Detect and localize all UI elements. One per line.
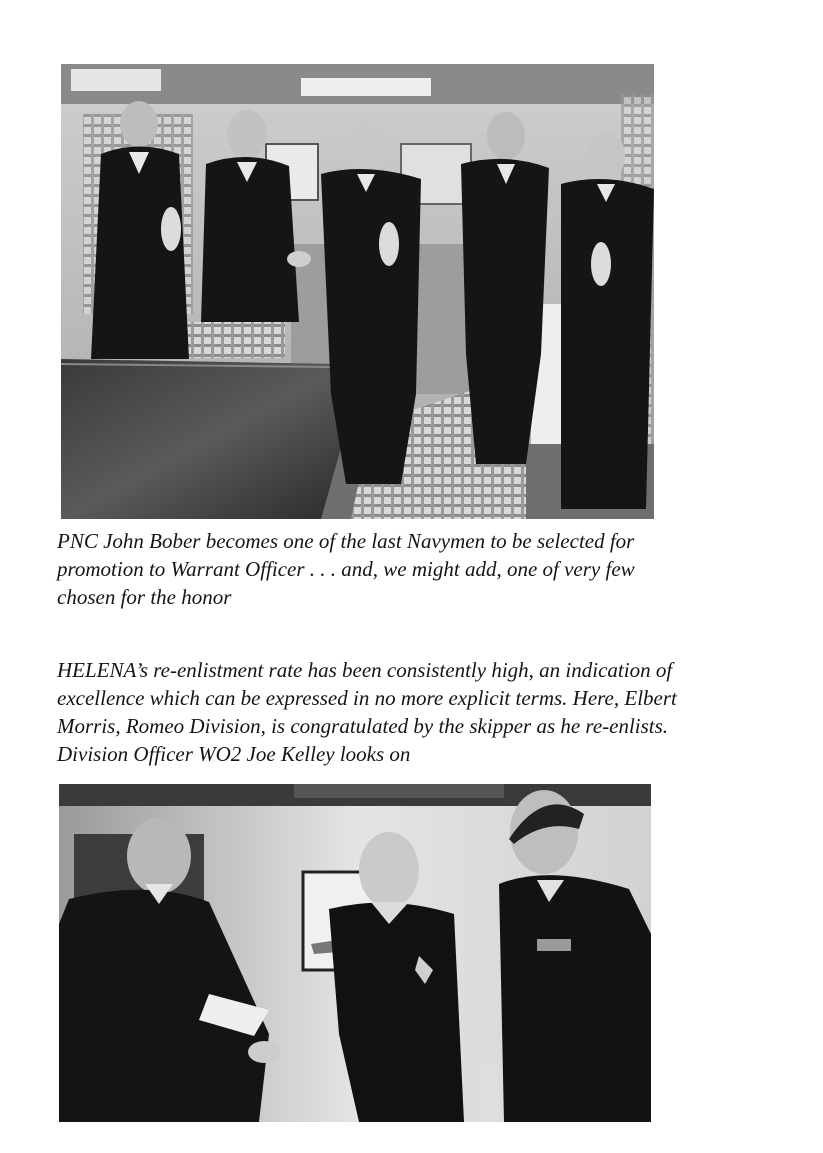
- caption-reenlistment: [57, 656, 762, 768]
- caption-promotion: [57, 527, 747, 611]
- photo-promotion-ceremony: [61, 64, 654, 519]
- photo-reenlistment-image: [59, 784, 651, 1122]
- caption-reenlistment-line-3: Morris, Romeo Division, is congratulated by the skipper as he re-enlists.: [57, 714, 669, 738]
- caption-promotion-line-1: PNC John Bober becomes one of the last Navymen to be selected for: [57, 529, 635, 553]
- photo-reenlistment: [59, 784, 651, 1122]
- caption-reenlistment-line-1: HELENA’s re-enlistment rate has been consistently high, an indication of: [57, 658, 673, 682]
- caption-promotion-line-2: promotion to Warrant Officer . . . and, we might add, one of very few: [57, 557, 635, 581]
- caption-reenlistment-line-4: Division Officer WO2 Joe Kelley looks on: [57, 742, 411, 766]
- caption-reenlistment-line-2: excellence which can be expressed in no more explicit terms. Here, Elbert: [57, 686, 677, 710]
- caption-promotion-line-3: chosen for the honor: [57, 585, 232, 609]
- photo-promotion-ceremony-image: [61, 64, 654, 519]
